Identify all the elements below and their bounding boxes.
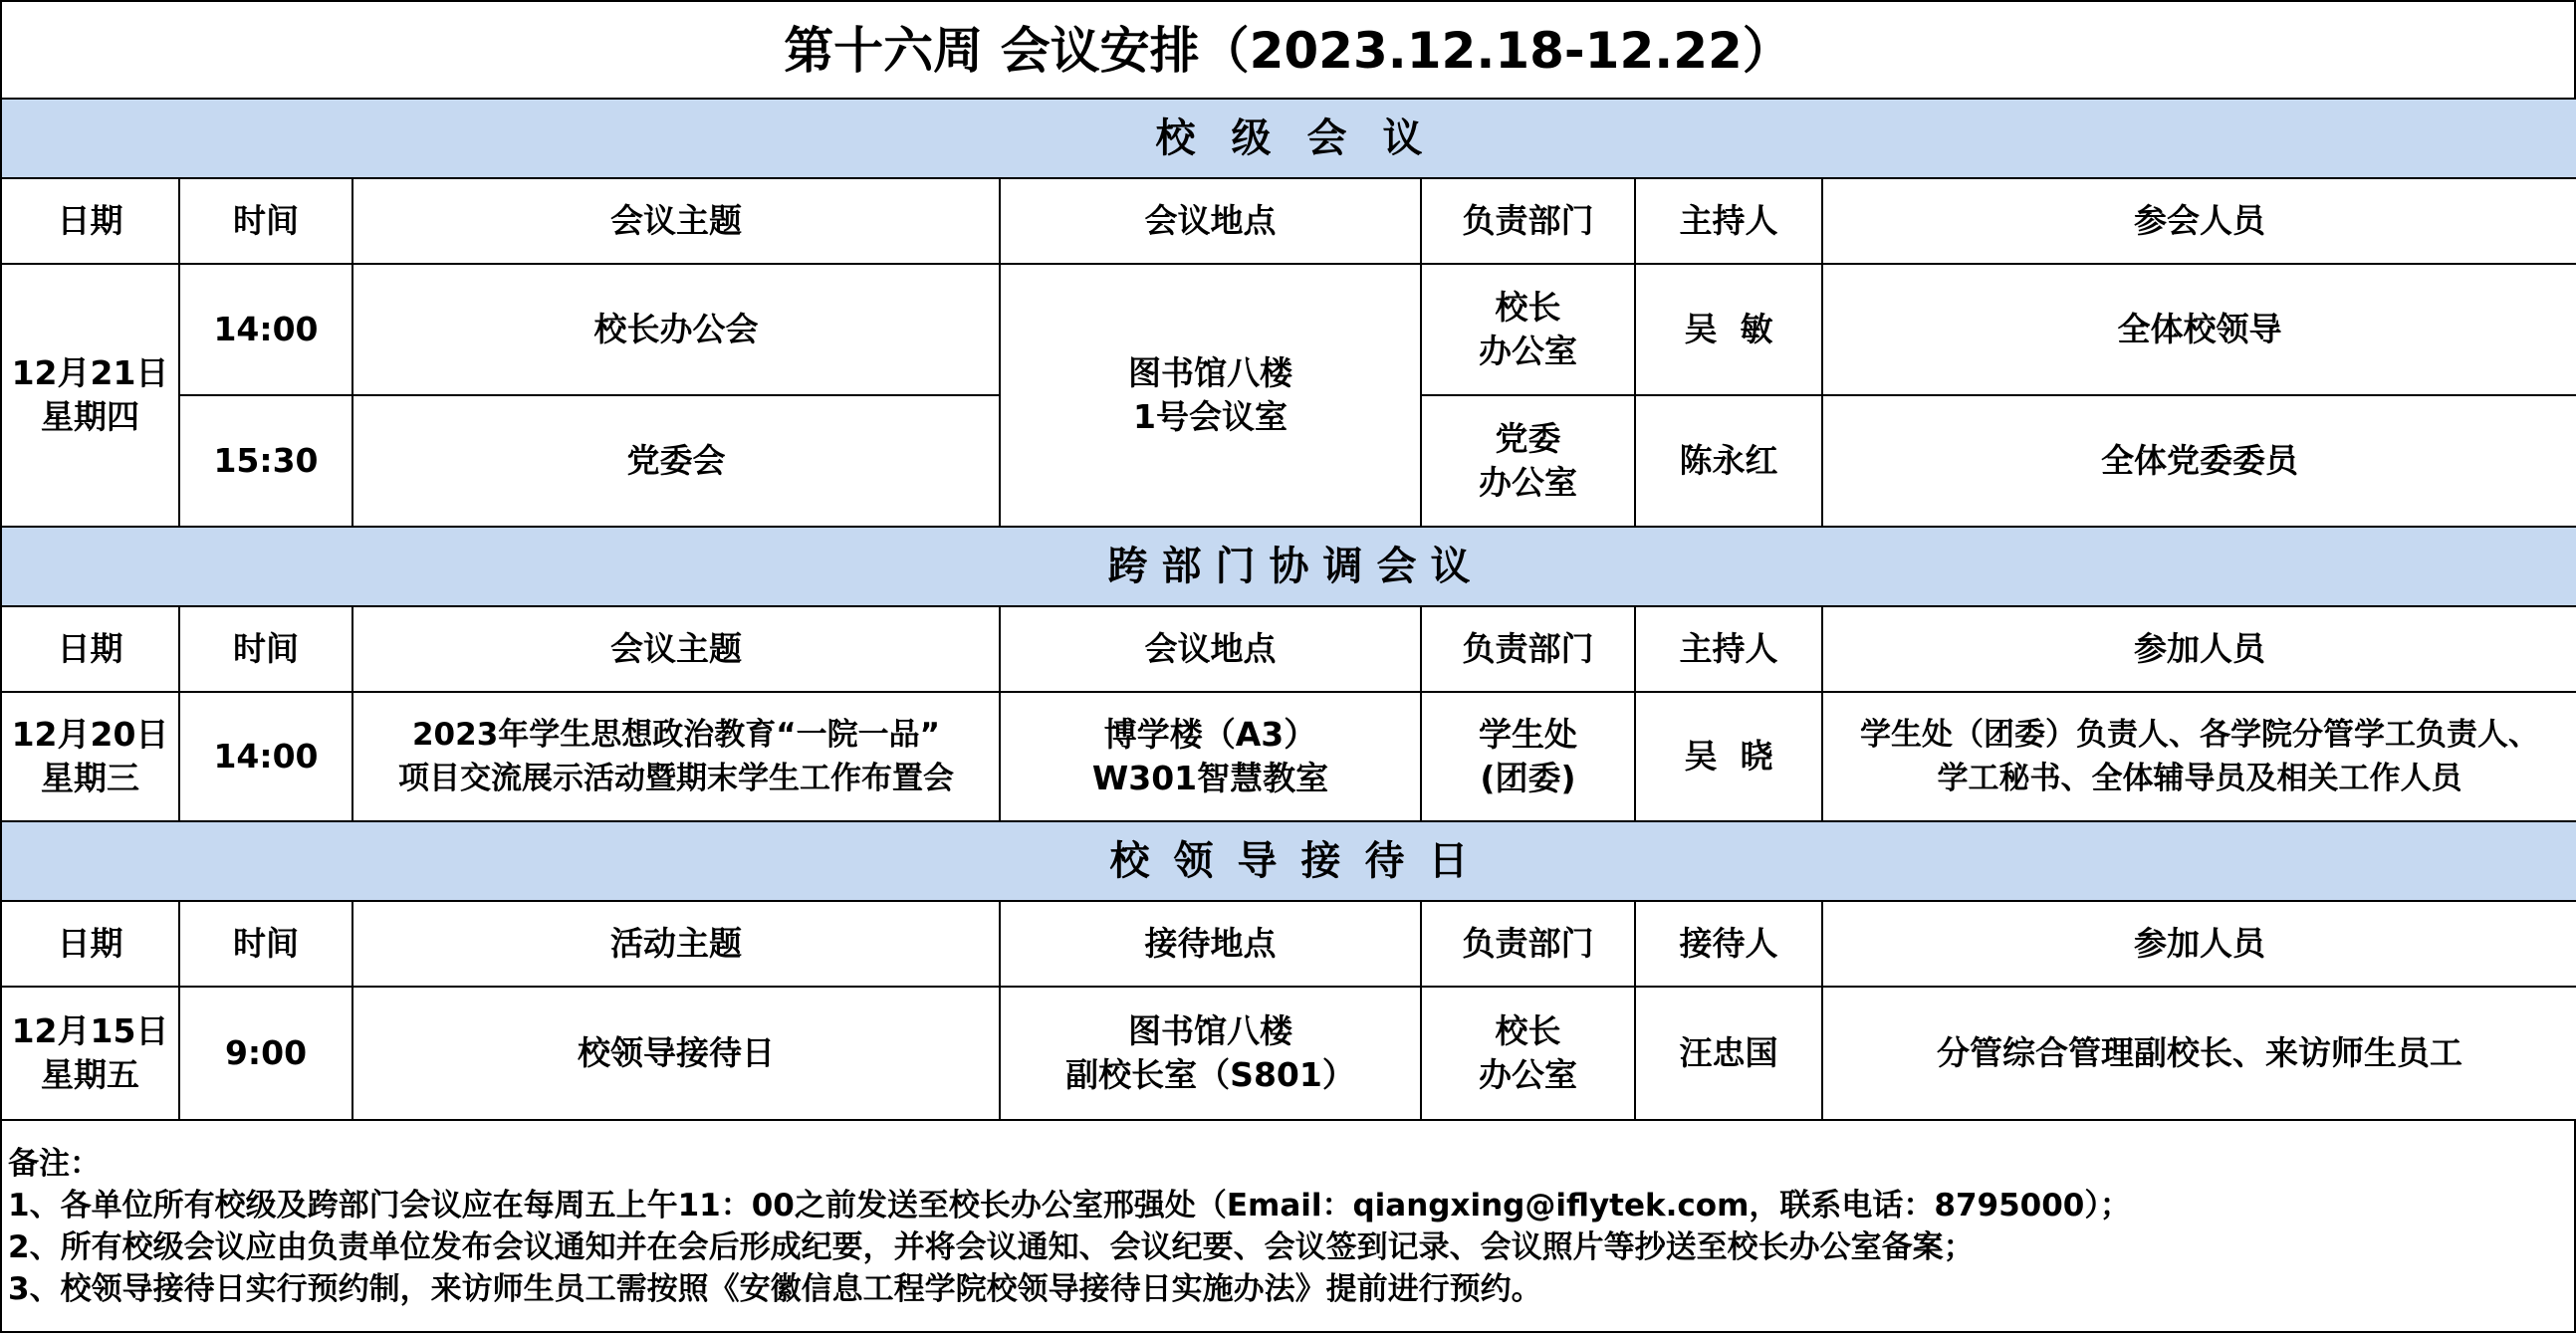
department-cell bbox=[1421, 264, 1635, 395]
note-item: 2、所有校级会议应由负责单位发布会议通知并在会后形成纪要，并将会议通知、会议纪要、会议签到记录、会议照片等抄送至校长办公室备案； bbox=[8, 1229, 1975, 1265]
location-line1: 图书馆八楼 bbox=[1128, 1011, 1292, 1050]
department-cell bbox=[1421, 987, 1635, 1120]
section-header-school bbox=[1, 99, 2576, 178]
topic-cell bbox=[352, 692, 1000, 821]
time-cell: 14:00 bbox=[179, 264, 352, 395]
location-cell bbox=[1000, 987, 1421, 1120]
column-header-attendees: 参加人员 bbox=[1822, 606, 2576, 692]
column-header-row-reception bbox=[1, 901, 2576, 987]
notes-section bbox=[0, 1121, 2576, 1333]
date-cell bbox=[1, 987, 179, 1120]
column-header-host: 主持人 bbox=[1635, 606, 1822, 692]
attendees-cell: 全体党委委员 bbox=[1822, 395, 2576, 527]
section-title-cross: 跨部门协调会议 bbox=[1, 527, 2576, 606]
location-line2: 副校长室（S801） bbox=[1065, 1055, 1355, 1094]
department-cell bbox=[1421, 692, 1635, 821]
time-cell: 15:30 bbox=[179, 395, 352, 527]
table-row bbox=[1, 987, 2576, 1120]
department-cell bbox=[1421, 395, 1635, 527]
topic-cell: 校领导接待日 bbox=[352, 987, 1000, 1120]
date-cell bbox=[1, 692, 179, 821]
topic-cell: 校长办公会 bbox=[352, 264, 1000, 395]
date-text: 12月20日 bbox=[11, 715, 169, 754]
attendees-cell: 全体校领导 bbox=[1822, 264, 2576, 395]
note-item: 3、校领导接待日实行预约制，来访师生员工需按照《安徽信息工程学院校领导接待日实施办法》提前进行预约。 bbox=[8, 1271, 1542, 1307]
topic-cell: 党委会 bbox=[352, 395, 1000, 527]
column-header-department: 负责部门 bbox=[1421, 178, 1635, 264]
column-header-time: 时间 bbox=[179, 178, 352, 264]
location-line2: W301智慧教室 bbox=[1091, 759, 1329, 797]
column-header-topic: 会议主题 bbox=[352, 606, 1000, 692]
date-text: 12月15日 bbox=[11, 1011, 169, 1050]
column-header-host: 接待人 bbox=[1635, 901, 1822, 987]
note-item: 1、各单位所有校级及跨部门会议应在每周五上午11：00之前发送至校长办公室邢强处（Email：qiangxing@iflytek.com，联系电话：8795000）； bbox=[8, 1188, 2131, 1224]
section-title-school: 校级会议 bbox=[1, 99, 2576, 178]
section-header-reception bbox=[1, 821, 2576, 901]
department-line1: 校长 bbox=[1495, 1011, 1561, 1050]
column-header-row-cross bbox=[1, 606, 2576, 692]
weekday-text: 星期五 bbox=[41, 1055, 139, 1094]
column-header-row-school bbox=[1, 178, 2576, 264]
weekday-text: 星期三 bbox=[41, 759, 139, 797]
location-cell bbox=[1000, 264, 1421, 527]
column-header-attendees: 参加人员 bbox=[1822, 901, 2576, 987]
attendees-cell bbox=[1822, 692, 2576, 821]
column-header-department: 负责部门 bbox=[1421, 606, 1635, 692]
section-title-reception: 校领导接待日 bbox=[1, 821, 2576, 901]
location-line1: 图书馆八楼 bbox=[1128, 353, 1292, 392]
column-header-date: 日期 bbox=[1, 606, 179, 692]
topic-line2: 项目交流展示活动暨期末学生工作布置会 bbox=[398, 761, 954, 796]
column-header-time: 时间 bbox=[179, 901, 352, 987]
column-header-location: 会议地点 bbox=[1000, 178, 1421, 264]
department-line2: 办公室 bbox=[1479, 1055, 1577, 1094]
column-header-host: 主持人 bbox=[1635, 178, 1822, 264]
schedule-table bbox=[0, 98, 2576, 1121]
location-line1: 博学楼（A3） bbox=[1103, 715, 1317, 754]
page-title: 第十六周 会议安排（2023.12.18-12.22） bbox=[0, 0, 2576, 98]
date-text: 12月21日 bbox=[11, 353, 169, 392]
location-line2: 1号会议室 bbox=[1133, 397, 1288, 436]
department-line2: 办公室 bbox=[1479, 463, 1577, 502]
column-header-location: 接待地点 bbox=[1000, 901, 1421, 987]
attendees-cell: 分管综合管理副校长、来访师生员工 bbox=[1822, 987, 2576, 1120]
notes-heading: 备注： bbox=[8, 1146, 101, 1182]
location-cell bbox=[1000, 692, 1421, 821]
department-line2: (团委) bbox=[1480, 759, 1576, 797]
host-cell: 陈永红 bbox=[1635, 395, 1822, 527]
column-header-topic: 活动主题 bbox=[352, 901, 1000, 987]
date-cell bbox=[1, 264, 179, 527]
table-row bbox=[1, 264, 2576, 395]
department-line1: 学生处 bbox=[1479, 715, 1577, 754]
section-header-cross bbox=[1, 527, 2576, 606]
attendees-line1: 学生处（团委）负责人、各学院分管学工负责人、 bbox=[1860, 717, 2540, 753]
time-cell: 14:00 bbox=[179, 692, 352, 821]
host-cell: 汪忠国 bbox=[1635, 987, 1822, 1120]
column-header-topic: 会议主题 bbox=[352, 178, 1000, 264]
department-line1: 党委 bbox=[1495, 419, 1561, 458]
topic-line1: 2023年学生思想政治教育“一院一品” bbox=[411, 717, 941, 753]
weekday-text: 星期四 bbox=[41, 397, 139, 436]
column-header-date: 日期 bbox=[1, 178, 179, 264]
attendees-line2: 学工秘书、全体辅导员及相关工作人员 bbox=[1937, 761, 2462, 796]
table-row bbox=[1, 692, 2576, 821]
host-cell: 吴 晓 bbox=[1635, 692, 1822, 821]
column-header-time: 时间 bbox=[179, 606, 352, 692]
column-header-attendees: 参会人员 bbox=[1822, 178, 2576, 264]
column-header-date: 日期 bbox=[1, 901, 179, 987]
department-line2: 办公室 bbox=[1479, 332, 1577, 370]
time-cell: 9:00 bbox=[179, 987, 352, 1120]
column-header-location: 会议地点 bbox=[1000, 606, 1421, 692]
column-header-department: 负责部门 bbox=[1421, 901, 1635, 987]
host-cell: 吴 敏 bbox=[1635, 264, 1822, 395]
department-line1: 校长 bbox=[1495, 288, 1561, 327]
